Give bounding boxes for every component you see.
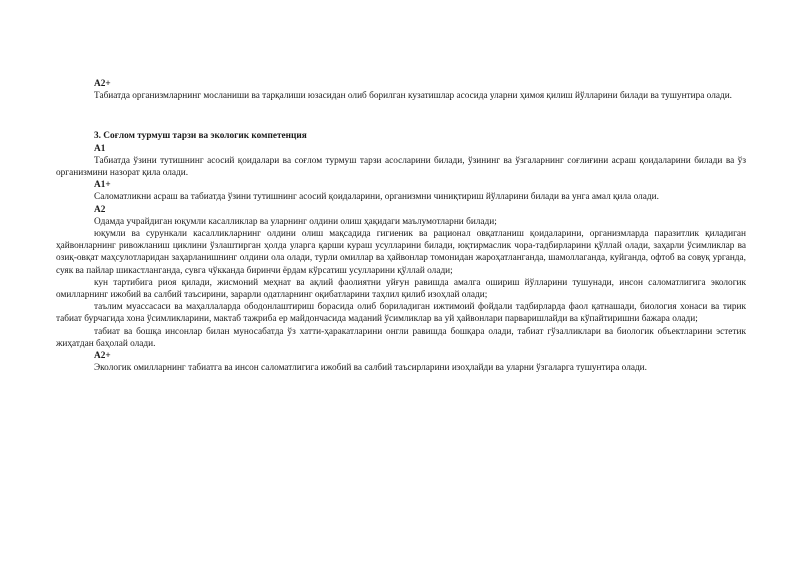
paragraph: юқумли ва сурункали касалликларнинг олдини олиш мақсадида гигиеник ва рационал овқатланиш қоидаларини, организмларда паразитлик қиладиган ҳайвонларнинг ривожланиш циклини ўзлаштирган ҳолда уларга қарши кураш усулларини билади, юқтирмаслик чора-тадбирларини қўллай олади, заҳарли ўсимликлар ва озиқ-овқат маҳсулотларидан заҳарланишнинг олдини ола олади, турли омиллар ва ҳайвонлар томонидан жароҳатланганда, шамоллаганда, куйганда, офтоб ва совуқ урганда, суяк ва пайлар шикастланганда, сувга чўкканда биринчи ёрдам кўрсатиш усулларини қўллай олади; — [56, 229, 746, 276]
paragraph: табиат ва бошқа инсонлар билан муносабатда ўз хатти-ҳаракатларини онгли равишда бошқара олади, табиат гўзалликлари ва биологик объектларини эстетик жиҳатдан баҳолай олади. — [56, 326, 746, 349]
paragraph: Экологик омилларнинг табиатга ва инсон саломатлигига ижобий ва салбий таъсирларини изоҳлайди ва уларни ўзгаларга тушунтира олади. — [94, 363, 647, 374]
spacer — [56, 102, 746, 130]
level-heading: A2+ — [94, 351, 111, 362]
level-heading: A1+ — [94, 180, 111, 191]
paragraph: Саломатликни асраш ва табиатда ўзини тутишнинг асосий қоидаларини, организмни чиниқтириш йўлларини билади ва унга амал қила олади. — [94, 192, 659, 203]
paragraph: Табиатда организмларнинг мосланиши ва тарқалиши юзасидан олиб борилган кузатишлар асосида уларни ҳимоя қилиш йўлларини билади ва тушунтира олади. — [94, 91, 732, 102]
section-title: 3. Соғлом турмуш тарзи ва экологик компетенция — [94, 131, 307, 142]
level-heading: A1 — [94, 143, 106, 154]
paragraph: кун тартибига риоя қилади, жисмоний меҳнат ва ақлий фаолиятни уйғун равишда амалга ошириш йўлларини тушунади, инсон саломатлигига экологик омилларнинг ижобий ва салбий таъсирини, зарарли одатларнинг оқибатларини таҳлил қилиб изоҳлай олади; — [56, 277, 746, 301]
paragraph: Одамда учрайдиган юқумли касалликлар ва уларнинг олдини олиш ҳақидаги маълумотларни билади; — [94, 216, 497, 227]
level-heading: A2+ — [94, 79, 111, 89]
paragraph: Табиатда ўзини тутишнинг асосий қоидалари ва соғлом турмуш тарзи асосларини билади, ўзининг ва ўзгаларнинг соғлиғини асраш қоидаларини билади ва ўз организмини назорат қила олади. — [56, 155, 746, 179]
paragraph: таълим муассасаси ва маҳаллаларда ободонлаштириш борасида олиб бориладиган ижтимоий фойдали тадбирларда фаол қатнашади, биология хонаси ва тирик табиат бурчагида хона ўсимликларини, мактаб тажриба ер майдончасида маданий ўсимликлар ва уй ҳайвонлари парваришлайди ва кўпайтиришни бажара олади; — [56, 302, 746, 325]
document-page — [56, 78, 746, 374]
level-heading: A2 — [94, 204, 106, 215]
